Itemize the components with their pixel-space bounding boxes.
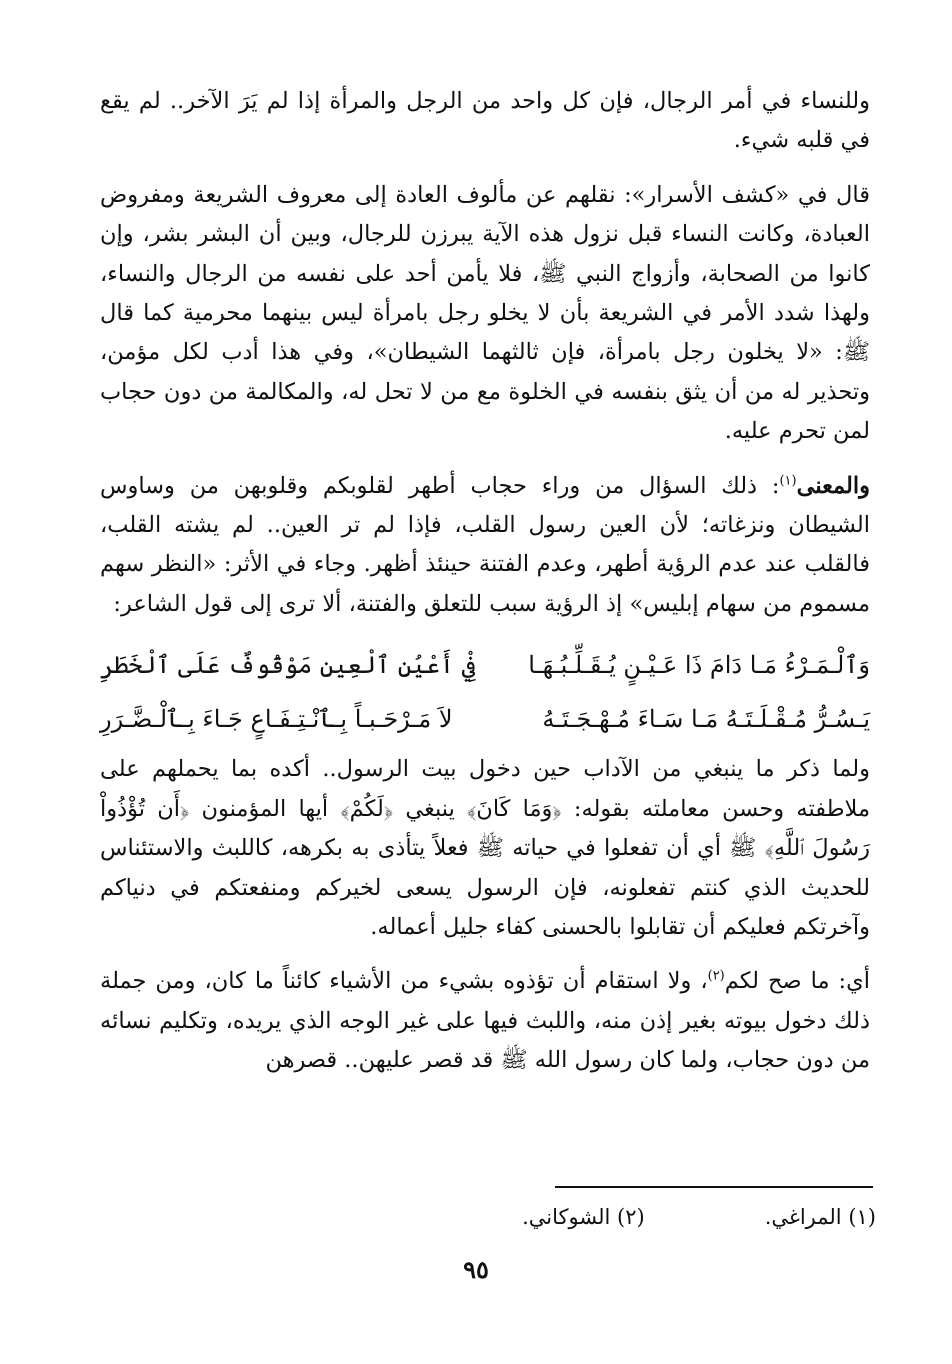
poem-verse [100,692,870,746]
paragraph-meaning [100,467,870,625]
poem [100,638,870,746]
poem-verse [100,638,870,692]
footnote-divider [555,1186,873,1188]
paragraph-kashf-al-asrar: قال في «كشف الأسرار»: نقلهم عن مألوف العادة إلى معروف الشريعة ومفروض العبادة، وكانت النساء قبل نزول هذه الآية يبرزن للرجال، وبين أن البشر بشر، وإن كانوا من الصحابة، وأزواج النبي ﷺ، فلا يأمن أحد على نفسه من الرجال والنساء، ولهذا شدد الأمر في الشريعة بأن لا يخلو رجل بامرأة ليس بينهما محرمية كما قال ﷺ: «لا يخلون رجل بامرأة، فإن ثالثهما الشيطان»، وفي هذا أدب لكل مؤمن، وتحذير له من أن يثق بنفسه في الخلوة مع من لا تحل له، والمكالمة من دون حجاب لمن تحرم عليه. [100,181,870,445]
footnote-ref-2: (٢) [707,968,725,984]
meaning-text: : ذلك السؤال من وراء حجاب أطهر لقلوبكم وقلوبهن من وساوس الشيطان ونزغاته؛ لأن العين رسول القلب، فإذا لم تر العين.. لم يشته القلب، فالقلب عند عدم الرؤية أطهر، وعدم الفتنة حينئذ أظهر. وجاء في الأثر: «النظر سهم مسموم من سهام إبليس» إذ الرؤية سبب للتعلق والفتنة، ألا ترى إلى قول الشاعر: [100,472,870,617]
paragraph-last [100,962,870,1080]
verse-first-hemistich: وَٱلْـمَـرْءُ مَـا دَامَ ذَا عَـيْـنٍ يُـقَـلِّـبُـهَـا [528,651,870,680]
verse-second-hemistich: فِيْ أَعْيُنِ ٱلْعِينِ مَوْقُوفٌ عَلَى ٱلْخَطَرِ [100,651,476,680]
last-before: أي: ما صح لكم [724,968,870,995]
footnotes [300,1201,876,1233]
page-number: ٩٥ [463,1255,489,1284]
last-text: ، ولا استقام أن تؤذوه بشيء من الأشياء كائناً ما كان، ومن جملة ذلك دخول بيوته بغير إذن منه، واللبث فيها على غير الوجه الذي يريده، وتكليم نسائه من دون حجاب، ولما كان رسول الله ﷺ قد قصر عليهن.. قصرهن [100,968,870,1074]
paragraph-1: وللنساء في أمر الرجال، فإن كل واحد من الرجل والمرأة إذا لم يَرَ الآخر.. لم يقع في قلبه شيء. [100,88,870,154]
footnote-ref-1: (١) [779,473,797,489]
footnote-2: (٢) الشوكاني. [522,1205,645,1229]
verse-second-hemistich: لاَ مَـرْحَـبـاً بِـٱنْـتِـفَـاعٍ جَـاءَ بِـٱلْـضَّـرَرِ [100,705,453,734]
page-body [100,82,870,1081]
meaning-lead: والمعنى [796,472,870,499]
verse-first-hemistich: يَـسُـرُّ مُـقْـلَـتَـهُ مَـا سَـاءَ مُـهْـجَـتَـهُ [542,705,870,734]
footnote-1: (١) المراغي. [764,1205,876,1229]
paragraph-after-poem: ولما ذكر ما ينبغي من الآداب حين دخول بيت الرسول.. أكده بما يحملهم على ملاطفته وحسن معاملته بقوله: ﴿وَمَا كَانَ﴾ ينبغي ﴿لَكُمْ﴾ أيها المؤمنون ﴿أَن تُؤْذُواْ رَسُولَ ٱللَّهِ﴾ ﷺ أي أن تفعلوا في حياته ﷺ فعلاً يتأذى به بكرهه، كاللبث والاستئناس للحديث الذي كنتم تفعلونه، فإن الرسول يسعى لخيركم ومنفعتكم في دنياكم وآخرتكم فعليكم أن تقابلوا بالحسنى كفاء جليل أعماله. [100,756,870,940]
